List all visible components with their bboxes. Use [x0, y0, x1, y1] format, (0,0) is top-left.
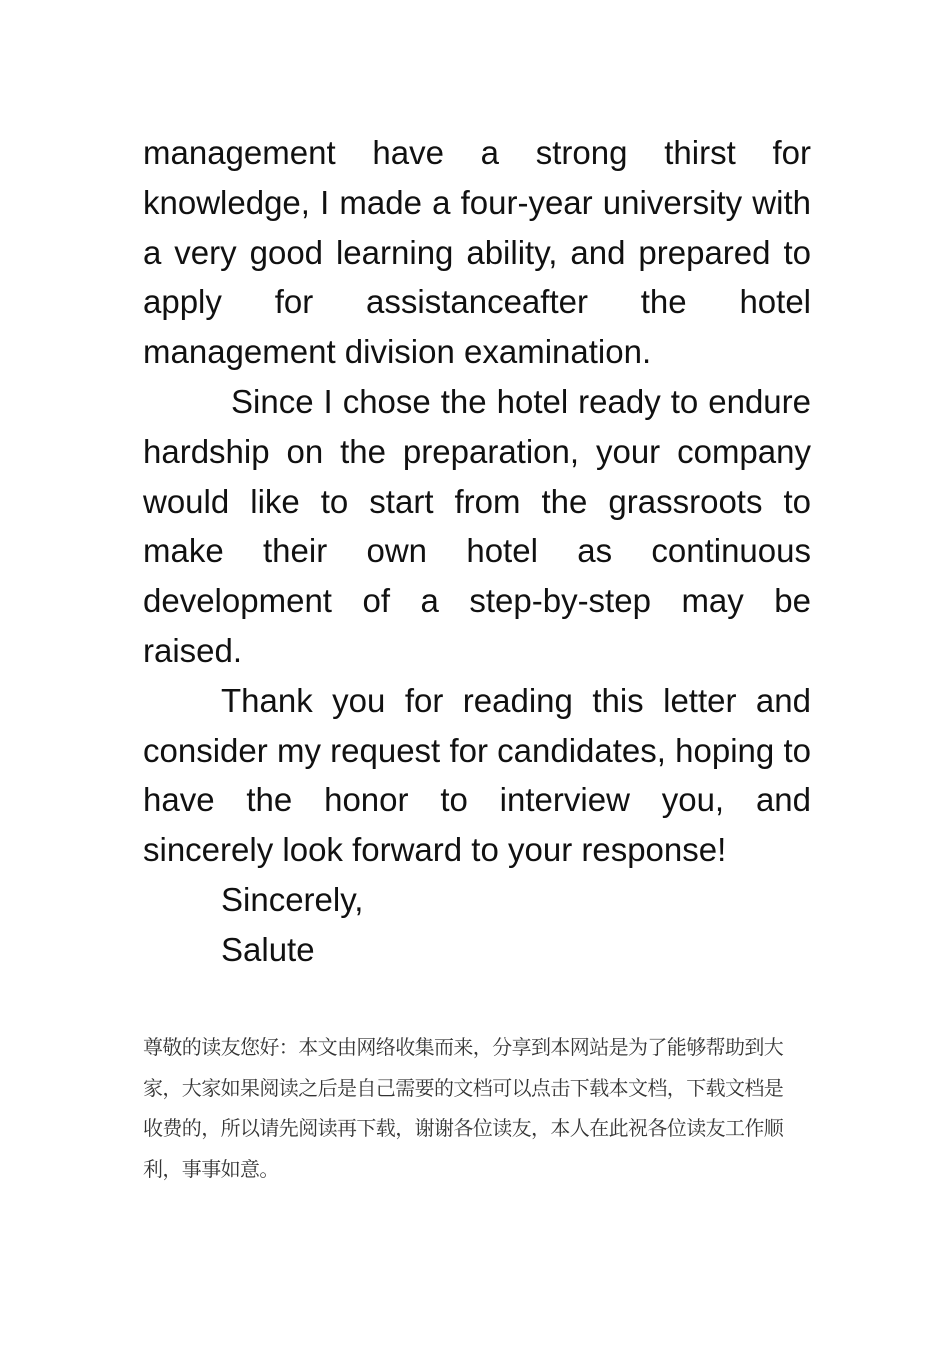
letter-paragraph-1: management have a strong thirst for knowledge, I made a four-year university with a very good learning ability, and prepared to apply for assistanceafter the hotel management division examination.: [143, 134, 811, 371]
letter-paragraph-3: Thank you for reading this letter and consider my request for candidates, hoping to have the honor to interview you, and sincerely look forward to your response!: [143, 681, 811, 869]
letter-paragraph-2: Since I chose the hotel ready to endure hardship on the preparation, your company would like to start from the grassroots to make their own hotel as continuous development of a step-by-step may be raised.: [143, 382, 811, 669]
letter-closing: Sincerely,: [221, 880, 364, 918]
letter-body: [143, 128, 811, 975]
letter-salute: Salute: [221, 930, 315, 968]
reader-notice: 尊敬的读友您好：本文由网络收集而来，分享到本网站是为了能够帮助到大家，大家如果阅读之后是自己需要的文档可以点击下载本文档，下载文档是收费的，所以请先阅读再下载，谢谢各位读友，本人在此祝各位读友工作顺利，事事如意。: [143, 1035, 784, 1181]
